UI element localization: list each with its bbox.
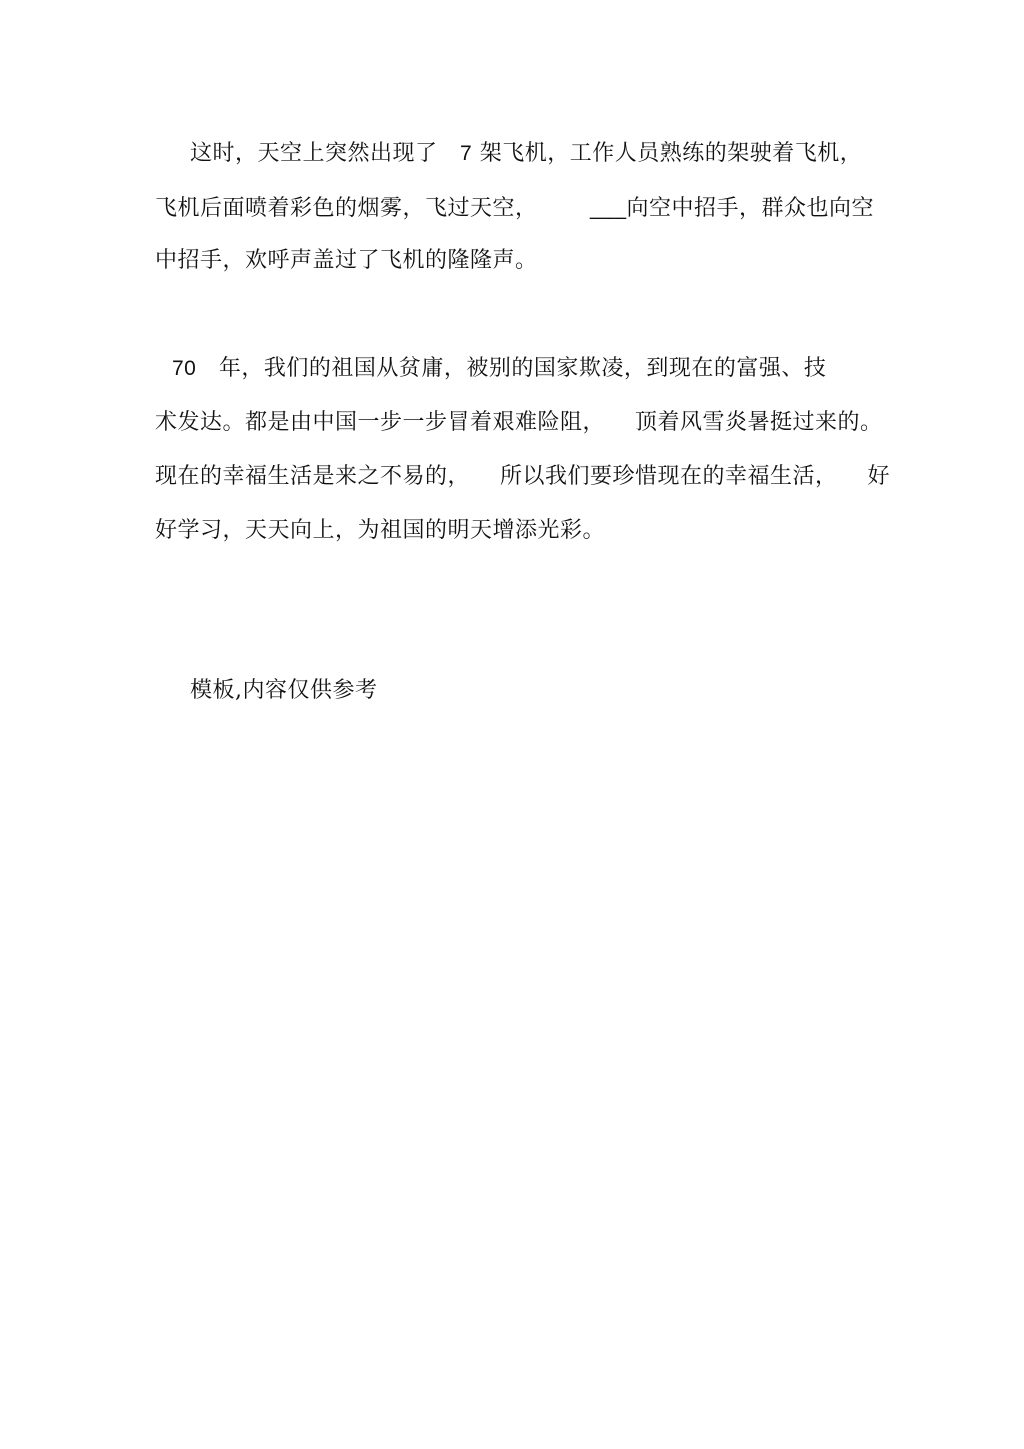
paragraph-2-line-4 bbox=[155, 516, 605, 546]
paragraph-1-line-2 bbox=[155, 194, 874, 224]
p1-line2-blank: ___ bbox=[589, 197, 627, 220]
p2-line1-number: 70 bbox=[172, 357, 197, 380]
p1-line1-rest: 架飞机，工作人员熟练的架驶着飞机， bbox=[479, 141, 863, 166]
paragraph-1-line-1 bbox=[190, 139, 862, 169]
p1-line3-text: 中招手，欢呼声盖过了飞机的隆隆声。 bbox=[155, 248, 538, 273]
paragraph-1-line-3 bbox=[155, 246, 538, 276]
p2-line1-rest: 年，我们的祖国从贫庸，被别的国家欺凌，到现在的富强、技 bbox=[218, 356, 827, 381]
p2-line2-text-b: 顶着风雪炎暑挺过来的。 bbox=[635, 410, 883, 435]
paragraph-2-line-3 bbox=[155, 462, 890, 492]
p1-line1-number: 7 bbox=[460, 142, 473, 165]
p2-line2-text-a: 术发达。都是由中国一步一步冒着艰难险阻， bbox=[155, 410, 606, 435]
p1-line2-text-a: 飞机后面喷着彩色的烟雾，飞过天空， bbox=[155, 196, 538, 221]
p2-line3-text-c: 好 bbox=[867, 464, 891, 489]
template-note-text: 模板,内容仅供参考 bbox=[190, 678, 378, 703]
p2-line3-text-a: 现在的幸福生活是来之不易的， bbox=[155, 464, 471, 489]
p2-line4-text: 好学习，天天向上，为祖国的明天增添光彩。 bbox=[155, 518, 606, 543]
p1-line2-text-b: 向空中招手，群众也向空 bbox=[626, 196, 875, 221]
p1-line1-text: 这时，天空上突然出现了 bbox=[190, 141, 438, 166]
p2-line3-text-b: 所以我们要珍惜现在的幸福生活， bbox=[500, 464, 838, 489]
paragraph-2-line-1 bbox=[172, 354, 826, 384]
template-note bbox=[190, 676, 378, 706]
paragraph-2-line-2 bbox=[155, 408, 883, 438]
